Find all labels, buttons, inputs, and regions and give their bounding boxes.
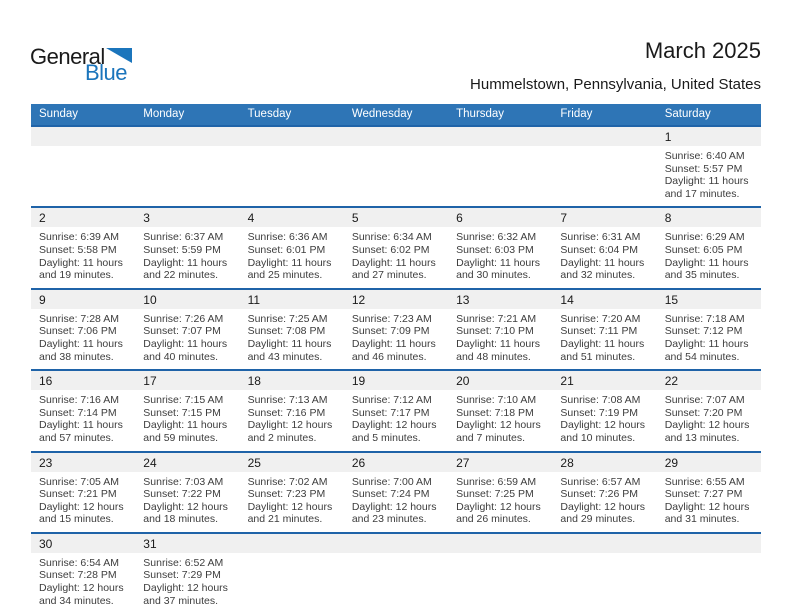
day-detail-line: Sunset: 7:16 PM	[247, 406, 326, 419]
day-number: 3	[135, 208, 239, 227]
day-detail-line: Sunrise: 6:39 AM	[39, 231, 119, 244]
day-cell-9	[31, 290, 135, 369]
day-cell-17	[135, 371, 239, 450]
day-detail-line: Sunrise: 6:31 AM	[560, 231, 641, 244]
day-detail-line: Sunset: 7:26 PM	[560, 488, 639, 501]
day-detail-line: Sunrise: 7:15 AM	[143, 394, 224, 407]
day-detail-line: Sunset: 5:59 PM	[143, 243, 221, 256]
day-detail-line: Daylight: 12 hours	[664, 419, 750, 432]
day-number: 30	[31, 534, 135, 553]
day-detail-line: and 54 minutes.	[664, 350, 740, 363]
day-details	[135, 309, 239, 369]
day-detail-line: Sunrise: 7:25 AM	[247, 312, 328, 325]
calendar-week-row-6	[31, 532, 761, 612]
day-details	[448, 472, 552, 532]
empty-day-cell	[552, 534, 656, 612]
day-number: 6	[448, 208, 552, 227]
day-detail-line: Sunset: 7:14 PM	[39, 406, 117, 419]
day-details	[31, 472, 135, 532]
calendar-week-row-1	[31, 125, 761, 206]
day-cell-13	[448, 290, 552, 369]
day-detail-line: and 7 minutes.	[456, 431, 526, 444]
day-number: 14	[552, 290, 656, 309]
day-details	[552, 309, 656, 369]
day-detail-line: Sunrise: 7:05 AM	[39, 475, 119, 488]
day-number: 4	[240, 208, 344, 227]
day-number: 25	[240, 453, 344, 472]
day-detail-line: Sunrise: 6:55 AM	[664, 475, 745, 488]
day-detail-line: Sunset: 7:11 PM	[560, 325, 638, 338]
day-number	[552, 127, 656, 146]
day-detail-line: Daylight: 11 hours	[664, 337, 749, 350]
empty-day-cell	[448, 534, 552, 612]
day-details	[657, 146, 761, 206]
day-detail-line: Sunset: 7:20 PM	[664, 406, 743, 419]
day-details	[344, 146, 448, 197]
day-detail-line: Sunrise: 7:23 AM	[351, 312, 432, 325]
day-detail-line: Sunrise: 7:00 AM	[351, 475, 432, 488]
day-detail-line: and 22 minutes.	[143, 269, 218, 282]
page-title: March 2025	[644, 38, 761, 63]
day-cell-4	[240, 208, 344, 287]
day-detail-line: Sunset: 7:15 PM	[143, 406, 221, 419]
day-cell-23	[31, 453, 135, 532]
day-number	[448, 534, 552, 553]
day-number: 24	[135, 453, 239, 472]
calendar-week-row-5	[31, 451, 761, 532]
day-number	[135, 127, 239, 146]
day-details	[240, 390, 344, 450]
day-cell-31	[135, 534, 239, 612]
day-details	[448, 390, 552, 450]
day-detail-line: Sunset: 7:10 PM	[456, 325, 534, 338]
day-detail-line: Daylight: 11 hours	[560, 256, 645, 269]
day-details	[135, 553, 239, 612]
calendar-week-row-4	[31, 369, 761, 450]
day-cell-25	[240, 453, 344, 532]
day-cell-24	[135, 453, 239, 532]
logo-text-blue: Blue	[85, 60, 128, 85]
day-details	[344, 390, 448, 450]
day-detail-line: Sunset: 7:07 PM	[143, 325, 221, 338]
day-number: 16	[31, 371, 135, 390]
day-detail-line: Sunset: 7:29 PM	[143, 569, 221, 582]
calendar-table	[31, 104, 761, 612]
day-cell-29	[657, 453, 761, 532]
day-number: 8	[657, 208, 761, 227]
day-detail-line: Daylight: 12 hours	[664, 500, 750, 513]
day-details	[344, 309, 448, 369]
day-number: 5	[344, 208, 448, 227]
empty-day-cell	[31, 127, 135, 206]
day-details	[552, 146, 656, 197]
day-number	[344, 127, 448, 146]
day-detail-line: and 38 minutes.	[39, 350, 114, 363]
day-details	[31, 227, 135, 287]
day-detail-line: Daylight: 11 hours	[456, 337, 540, 350]
weekday-header-friday: Friday	[560, 108, 593, 120]
day-number	[31, 127, 135, 146]
day-detail-line: Daylight: 11 hours	[351, 256, 436, 269]
general-blue-logo	[30, 44, 150, 85]
calendar-weeks	[31, 125, 761, 612]
day-cell-21	[552, 371, 656, 450]
day-detail-line: and 23 minutes.	[351, 513, 427, 526]
day-cell-28	[552, 453, 656, 532]
day-detail-line: and 10 minutes.	[560, 431, 636, 444]
day-detail-line: and 25 minutes.	[247, 269, 323, 282]
day-detail-line: Daylight: 12 hours	[560, 419, 646, 432]
day-cell-6	[448, 208, 552, 287]
day-detail-line: and 34 minutes.	[39, 594, 114, 607]
logo-text-general: General	[30, 44, 105, 69]
day-detail-line: Sunrise: 6:40 AM	[664, 150, 745, 162]
day-number: 21	[552, 371, 656, 390]
day-detail-line: Sunset: 7:18 PM	[456, 406, 534, 419]
day-details	[552, 227, 656, 287]
day-number	[240, 534, 344, 553]
day-cell-3	[135, 208, 239, 287]
day-number: 13	[448, 290, 552, 309]
day-details	[135, 390, 239, 450]
day-detail-line: Sunrise: 7:21 AM	[456, 312, 537, 325]
day-detail-line: and 27 minutes.	[351, 269, 427, 282]
empty-day-cell	[240, 127, 344, 206]
day-details	[135, 227, 239, 287]
day-detail-line: and 37 minutes.	[143, 594, 218, 607]
day-detail-line: Sunset: 7:21 PM	[39, 488, 117, 501]
day-details	[31, 553, 135, 612]
day-detail-line: Sunrise: 7:20 AM	[560, 312, 641, 325]
day-detail-line: Daylight: 12 hours	[456, 500, 541, 513]
day-detail-line: Sunset: 7:22 PM	[143, 488, 221, 501]
day-details	[344, 472, 448, 532]
day-detail-line: Sunset: 7:09 PM	[351, 325, 430, 338]
day-cell-27	[448, 453, 552, 532]
day-detail-line: Sunrise: 6:57 AM	[560, 475, 641, 488]
day-detail-line: Sunset: 6:02 PM	[351, 243, 430, 256]
day-detail-line: Sunrise: 7:10 AM	[456, 394, 537, 407]
day-detail-line: and 17 minutes.	[664, 187, 740, 200]
day-detail-line: Sunset: 7:23 PM	[247, 488, 326, 501]
day-number: 29	[657, 453, 761, 472]
empty-day-cell	[135, 127, 239, 206]
day-cell-22	[657, 371, 761, 450]
day-number	[552, 534, 656, 553]
day-number: 15	[657, 290, 761, 309]
day-detail-line: Sunrise: 7:26 AM	[143, 312, 224, 325]
day-detail-line: Sunrise: 7:18 AM	[664, 312, 745, 325]
day-details	[344, 553, 448, 604]
day-detail-line: Sunrise: 6:34 AM	[351, 231, 432, 244]
day-detail-line: and 13 minutes.	[664, 431, 740, 444]
day-number: 28	[552, 453, 656, 472]
day-details	[240, 146, 344, 197]
day-detail-line: Sunrise: 7:13 AM	[247, 394, 328, 407]
day-detail-line: Sunset: 7:27 PM	[664, 488, 743, 501]
day-detail-line: Sunrise: 6:29 AM	[664, 231, 745, 244]
day-detail-line: Sunset: 5:57 PM	[664, 162, 743, 175]
calendar-week-row-3	[31, 288, 761, 369]
day-detail-line: Sunrise: 6:59 AM	[456, 475, 537, 488]
day-cell-2	[31, 208, 135, 287]
day-detail-line: Daylight: 11 hours	[143, 256, 228, 269]
day-detail-line: Sunrise: 6:37 AM	[143, 231, 224, 244]
day-cell-7	[552, 208, 656, 287]
day-number: 26	[344, 453, 448, 472]
day-details	[240, 472, 344, 532]
day-number: 22	[657, 371, 761, 390]
day-detail-line: Sunset: 7:28 PM	[39, 569, 117, 582]
day-detail-line: Sunset: 5:58 PM	[39, 243, 117, 256]
day-number: 7	[552, 208, 656, 227]
day-number	[344, 534, 448, 553]
day-cell-16	[31, 371, 135, 450]
empty-day-cell	[344, 127, 448, 206]
day-detail-line: and 31 minutes.	[664, 513, 740, 526]
day-detail-line: and 32 minutes.	[560, 269, 636, 282]
day-detail-line: Sunrise: 7:03 AM	[143, 475, 224, 488]
day-details	[135, 146, 239, 197]
day-details	[344, 227, 448, 287]
day-detail-line: Daylight: 12 hours	[247, 500, 333, 513]
day-detail-line: Sunset: 7:06 PM	[39, 325, 117, 338]
day-detail-line: Sunrise: 6:54 AM	[39, 556, 119, 569]
day-detail-line: Sunset: 6:05 PM	[664, 243, 743, 256]
day-details	[31, 309, 135, 369]
day-detail-line: Daylight: 11 hours	[247, 337, 332, 350]
day-detail-line: and 26 minutes.	[456, 513, 531, 526]
day-number	[657, 534, 761, 553]
day-detail-line: Sunrise: 7:16 AM	[39, 394, 119, 407]
day-detail-line: Sunrise: 6:36 AM	[247, 231, 328, 244]
day-cell-1	[657, 127, 761, 206]
day-details	[448, 553, 552, 604]
day-detail-line: Sunset: 7:25 PM	[456, 488, 534, 501]
day-detail-line: and 5 minutes.	[351, 431, 421, 444]
day-detail-line: Daylight: 11 hours	[143, 337, 228, 350]
day-cell-18	[240, 371, 344, 450]
day-number: 10	[135, 290, 239, 309]
day-cell-11	[240, 290, 344, 369]
day-detail-line: and 18 minutes.	[143, 513, 218, 526]
day-details	[657, 390, 761, 450]
day-detail-line: and 57 minutes.	[39, 431, 114, 444]
day-detail-line: and 19 minutes.	[39, 269, 114, 282]
day-number: 20	[448, 371, 552, 390]
day-details	[448, 309, 552, 369]
empty-day-cell	[448, 127, 552, 206]
day-number: 2	[31, 208, 135, 227]
day-detail-line: Sunrise: 7:02 AM	[247, 475, 328, 488]
day-detail-line: Daylight: 12 hours	[143, 582, 228, 595]
day-details	[135, 472, 239, 532]
weekday-header-tuesday: Tuesday	[247, 108, 292, 120]
day-cell-10	[135, 290, 239, 369]
day-detail-line: and 48 minutes.	[456, 350, 531, 363]
day-cell-15	[657, 290, 761, 369]
day-number	[240, 127, 344, 146]
day-cell-19	[344, 371, 448, 450]
day-number: 27	[448, 453, 552, 472]
day-detail-line: Sunrise: 7:12 AM	[351, 394, 432, 407]
day-detail-line: Sunset: 7:19 PM	[560, 406, 639, 419]
header-titles	[470, 38, 761, 94]
day-detail-line: Daylight: 12 hours	[351, 500, 437, 513]
weekday-header-monday: Monday	[143, 108, 185, 120]
day-number: 11	[240, 290, 344, 309]
day-detail-line: Daylight: 12 hours	[39, 582, 124, 595]
day-details	[31, 146, 135, 197]
day-details	[657, 309, 761, 369]
day-cell-8	[657, 208, 761, 287]
day-details	[240, 309, 344, 369]
day-cell-12	[344, 290, 448, 369]
day-detail-line: Sunset: 7:17 PM	[351, 406, 430, 419]
day-detail-line: Sunset: 7:24 PM	[351, 488, 430, 501]
day-detail-line: and 43 minutes.	[247, 350, 323, 363]
day-cell-14	[552, 290, 656, 369]
day-detail-line: and 21 minutes.	[247, 513, 323, 526]
weekday-header-thursday: Thursday	[456, 108, 505, 120]
day-number: 18	[240, 371, 344, 390]
day-details	[240, 227, 344, 287]
day-detail-line: and 51 minutes.	[560, 350, 636, 363]
day-details	[657, 472, 761, 532]
day-details	[552, 553, 656, 604]
day-detail-line: Sunset: 6:01 PM	[247, 243, 326, 256]
day-detail-line: Daylight: 11 hours	[143, 419, 228, 432]
day-detail-line: and 46 minutes.	[351, 350, 427, 363]
empty-day-cell	[240, 534, 344, 612]
day-detail-line: and 29 minutes.	[560, 513, 636, 526]
day-number: 12	[344, 290, 448, 309]
day-detail-line: Daylight: 12 hours	[39, 500, 124, 513]
day-detail-line: Daylight: 12 hours	[456, 419, 541, 432]
day-detail-line: Sunrise: 6:32 AM	[456, 231, 537, 244]
day-number: 31	[135, 534, 239, 553]
day-detail-line: and 2 minutes.	[247, 431, 317, 444]
day-number	[448, 127, 552, 146]
day-cell-30	[31, 534, 135, 612]
day-detail-line: Daylight: 12 hours	[247, 419, 333, 432]
day-number: 9	[31, 290, 135, 309]
day-details	[448, 227, 552, 287]
day-detail-line: Sunrise: 7:08 AM	[560, 394, 641, 407]
empty-day-cell	[552, 127, 656, 206]
day-detail-line: Daylight: 12 hours	[351, 419, 437, 432]
day-cell-20	[448, 371, 552, 450]
weekday-header-row	[31, 104, 761, 125]
empty-day-cell	[344, 534, 448, 612]
day-details	[657, 227, 761, 287]
day-detail-line: Daylight: 11 hours	[39, 419, 123, 432]
location-subtitle: Hummelstown, Pennsylvania, United States	[470, 76, 761, 93]
day-number: 17	[135, 371, 239, 390]
day-detail-line: Daylight: 11 hours	[664, 256, 749, 269]
day-detail-line: Daylight: 11 hours	[39, 337, 123, 350]
day-details	[31, 390, 135, 450]
day-detail-line: Sunset: 7:08 PM	[247, 325, 326, 338]
day-detail-line: Daylight: 11 hours	[560, 337, 645, 350]
day-detail-line: Daylight: 11 hours	[664, 175, 749, 188]
day-detail-line: Sunrise: 7:28 AM	[39, 312, 119, 325]
day-details	[657, 553, 761, 604]
day-detail-line: Daylight: 11 hours	[247, 256, 332, 269]
day-number: 1	[657, 127, 761, 146]
day-details	[448, 146, 552, 197]
day-details	[240, 553, 344, 604]
calendar-week-row-2	[31, 206, 761, 287]
day-detail-line: Daylight: 12 hours	[143, 500, 228, 513]
day-detail-line: and 40 minutes.	[143, 350, 218, 363]
day-detail-line: and 15 minutes.	[39, 513, 114, 526]
weekday-header-saturday: Saturday	[664, 108, 711, 120]
day-detail-line: Daylight: 11 hours	[351, 337, 436, 350]
day-detail-line: Sunset: 7:12 PM	[664, 325, 743, 338]
day-number: 19	[344, 371, 448, 390]
day-detail-line: Sunrise: 7:07 AM	[664, 394, 745, 407]
day-detail-line: Sunrise: 6:52 AM	[143, 556, 224, 569]
day-cell-5	[344, 208, 448, 287]
empty-day-cell	[657, 534, 761, 612]
day-detail-line: and 59 minutes.	[143, 431, 218, 444]
day-detail-line: Daylight: 12 hours	[560, 500, 646, 513]
day-detail-line: Sunset: 6:03 PM	[456, 243, 534, 256]
day-detail-line: and 35 minutes.	[664, 269, 740, 282]
day-number: 23	[31, 453, 135, 472]
day-details	[552, 390, 656, 450]
day-detail-line: Daylight: 11 hours	[456, 256, 540, 269]
day-detail-line: Sunset: 6:04 PM	[560, 243, 639, 256]
weekday-header-sunday: Sunday	[39, 108, 79, 120]
day-detail-line: Daylight: 11 hours	[39, 256, 123, 269]
day-details	[552, 472, 656, 532]
day-cell-26	[344, 453, 448, 532]
day-detail-line: and 30 minutes.	[456, 269, 531, 282]
weekday-header-wednesday: Wednesday	[351, 108, 413, 120]
